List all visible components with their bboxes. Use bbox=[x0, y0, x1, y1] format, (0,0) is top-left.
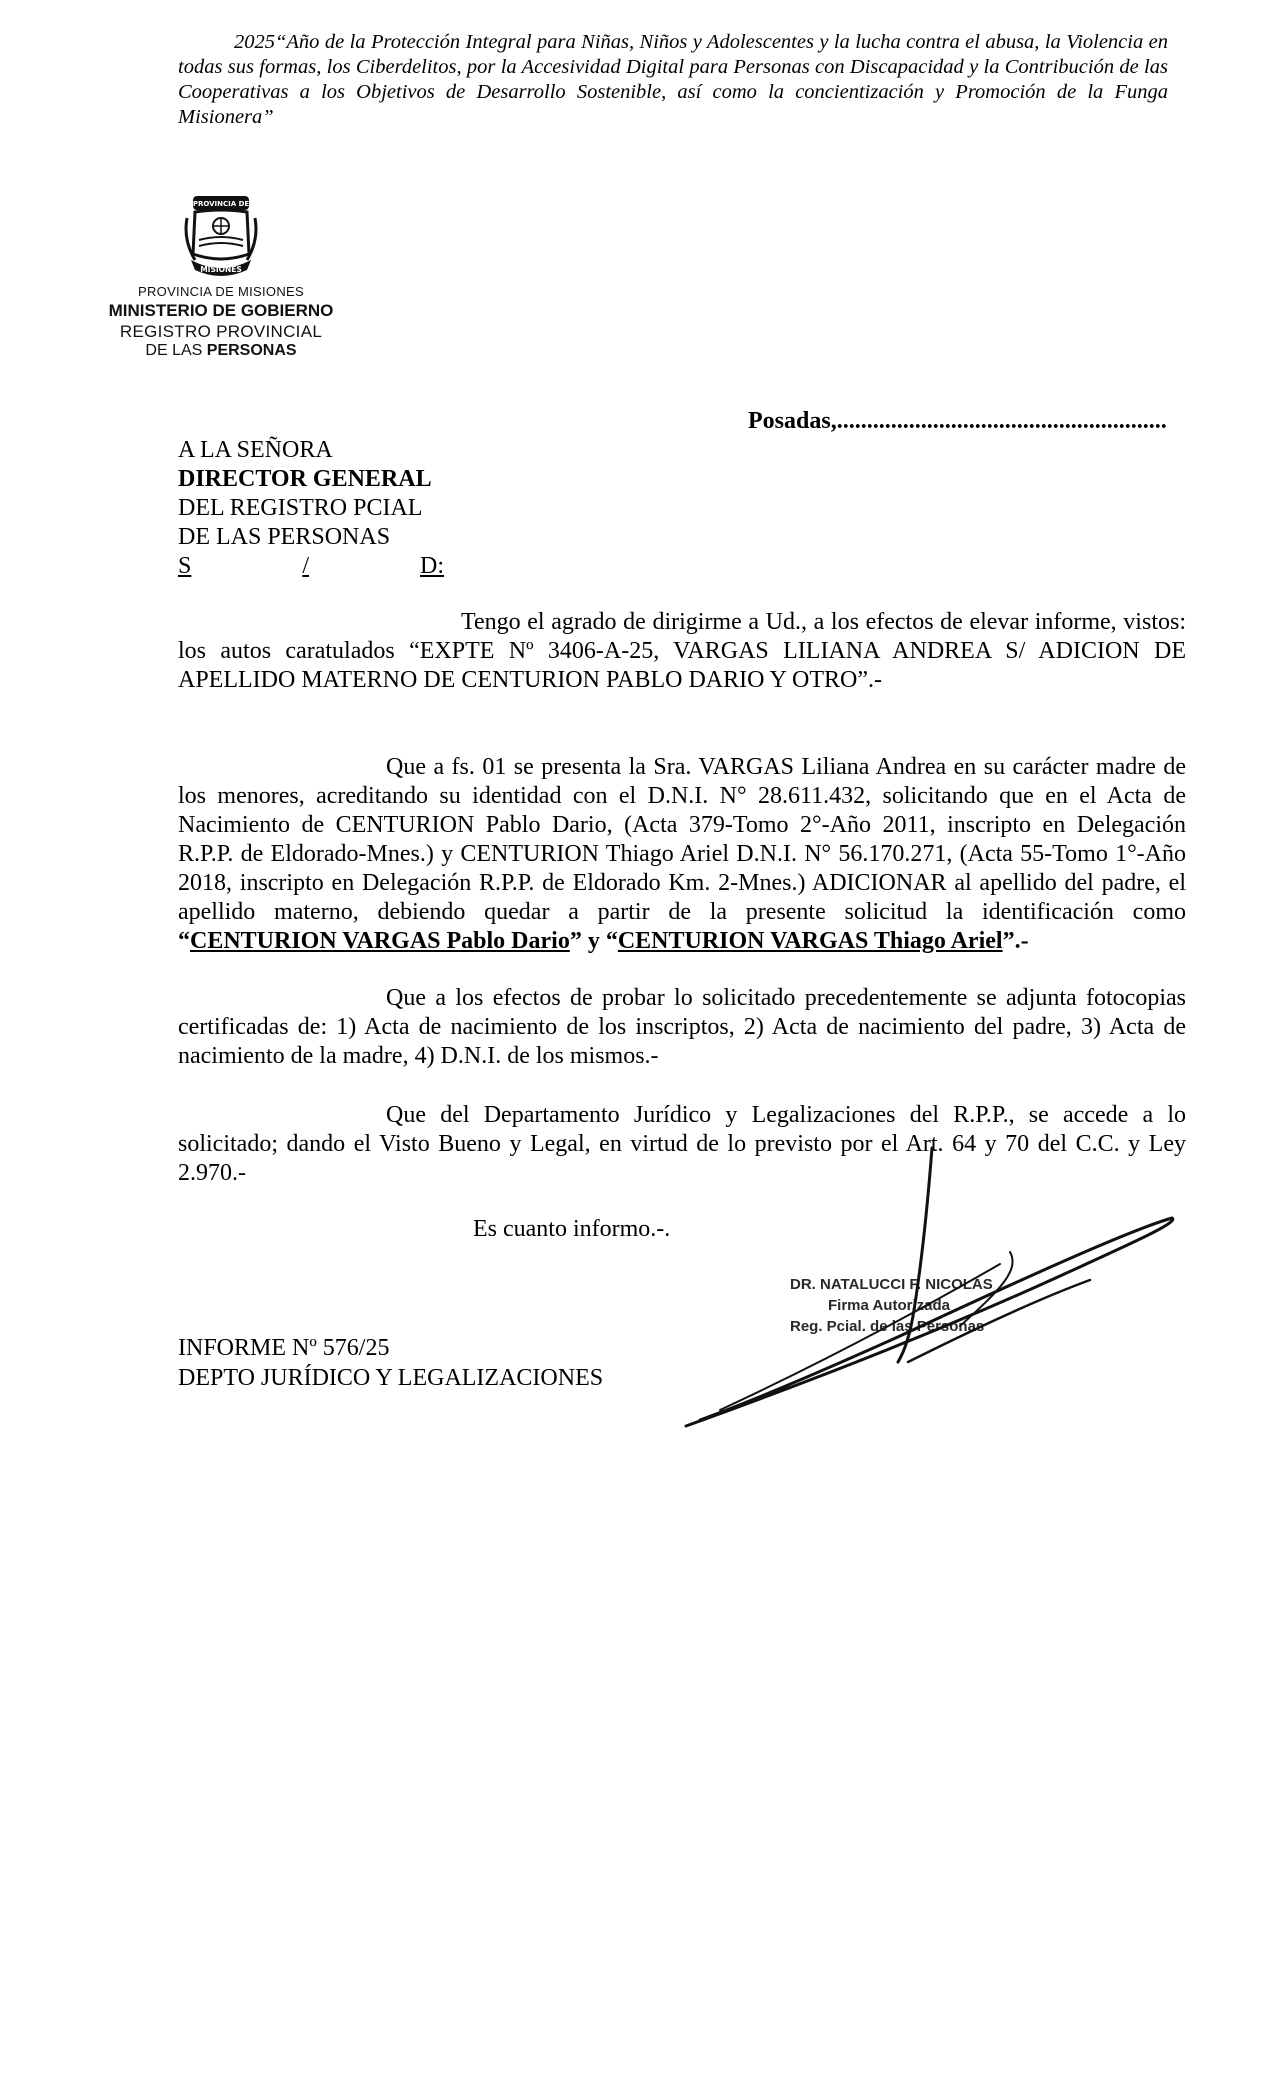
svg-text:PROVINCIA DE: PROVINCIA DE bbox=[192, 200, 250, 208]
closing-line: Es cuanto informo.-. bbox=[473, 1216, 671, 1242]
org-ministry: MINISTERIO DE GOBIERNO bbox=[108, 301, 334, 320]
paragraph-attachments: Que a los efectos de probar lo solicitado precedentemente se adjunta fotocopias certificadas de: 1) Acta de nacimiento de los inscriptos, 2) Acta de nacimiento del padre, 3) Acta de nacimiento de la madre, 4) D.N.I. de los mismos.- bbox=[178, 985, 1186, 1069]
paragraph-approval: Que del Departamento Jurídico y Legalizaciones del R.P.P., se accede a lo solicitado; dando el Visto Bueno y Legal, en virtud de lo previsto por el Art. 64 y 70 del C.C. y Ley 2.970.- bbox=[178, 1102, 1186, 1186]
name-pablo: CENTURION VARGAS Pablo Dario bbox=[190, 928, 570, 954]
provincial-seal-icon bbox=[173, 190, 269, 282]
addressee-line: A LA SEÑORA bbox=[178, 437, 333, 463]
place-date: Posadas,....................................................... bbox=[748, 408, 1167, 434]
signature-icon bbox=[660, 1140, 1200, 1440]
report-department: DEPTO JURÍDICO Y LEGALIZACIONES bbox=[178, 1365, 604, 1391]
ministry-logo bbox=[96, 190, 346, 360]
name-thiago: CENTURION VARGAS Thiago Ariel bbox=[617, 928, 1003, 954]
org-province: PROVINCIA DE MISIONES bbox=[138, 284, 304, 299]
report-reference bbox=[178, 1333, 603, 1393]
organization-block bbox=[96, 282, 346, 360]
handwritten-signature bbox=[660, 1140, 1200, 1445]
org-persons: DE LAS PERSONAS bbox=[145, 342, 297, 359]
paragraph-request: Que a fs. 01 se presenta la Sra. VARGAS Liliana Andrea en su carácter madre de los menores, acreditando su identidad con el D.N.I. N° 28.611.432, solicitando que en el Acta de Nacimiento de CENTURION Pablo Dario, (Acta 379-Tomo 2°-Año 2011, inscripto en Delegación R.P.P. de Eldorado-Mnes.) y CENTURION Thiago Ariel D.N.I. N° 56.170.271, (Acta 55-Tomo 1°-Año 2018, inscripto en Delegación R.P.P. de Eldorado Km. 2-Mnes.) ADICIONAR al apellido del padre, el apellido materno, debiendo quedar a partir de la presente solicitud la identificación como “CENTURION VARGAS Pablo Dario” y “CENTURION VARGAS Thiago Ariel”.- bbox=[178, 754, 1186, 954]
addressee-line: DE LAS PERSONAS bbox=[178, 524, 391, 550]
addressee-block bbox=[178, 436, 444, 581]
salutation-sd: S / D: bbox=[178, 553, 444, 579]
addressee-title: DIRECTOR GENERAL bbox=[178, 466, 432, 492]
signature-stamp: DR. NATALUCCI F. NICOLAS Firma Autorizada Reg. Pcial. de las Personas bbox=[790, 1276, 993, 1335]
svg-text:MISIONES: MISIONES bbox=[200, 265, 242, 274]
org-registry: REGISTRO PROVINCIAL bbox=[119, 322, 323, 341]
report-number: INFORME Nº 576/25 bbox=[178, 1335, 390, 1361]
paragraph-intro: Tengo el agrado de dirigirme a Ud., a los efectos de elevar informe, vistos: los autos caratulados “EXPTE Nº 3406-A-25, VARGAS LILIANA ANDREA S/ ADICION DE APELLIDO MATERNO DE CENTURION PABLO DARIO Y OTRO”.- bbox=[178, 609, 1186, 693]
addressee-line: DEL REGISTRO PCIAL bbox=[178, 495, 423, 521]
header-motto: 2025“Año de la Protección Integral para Niñas, Niños y Adolescentes y la lucha contra el abusa, la Violencia en todas sus formas, los Ciberdelitos, por la Accesividad Digital para Personas con Discapacidad y la Contribución de las Cooperativas a los Objetivos de Desarrollo Sostenible, así como la concientización y Promoción de la Funga Misionera” bbox=[178, 31, 1168, 128]
